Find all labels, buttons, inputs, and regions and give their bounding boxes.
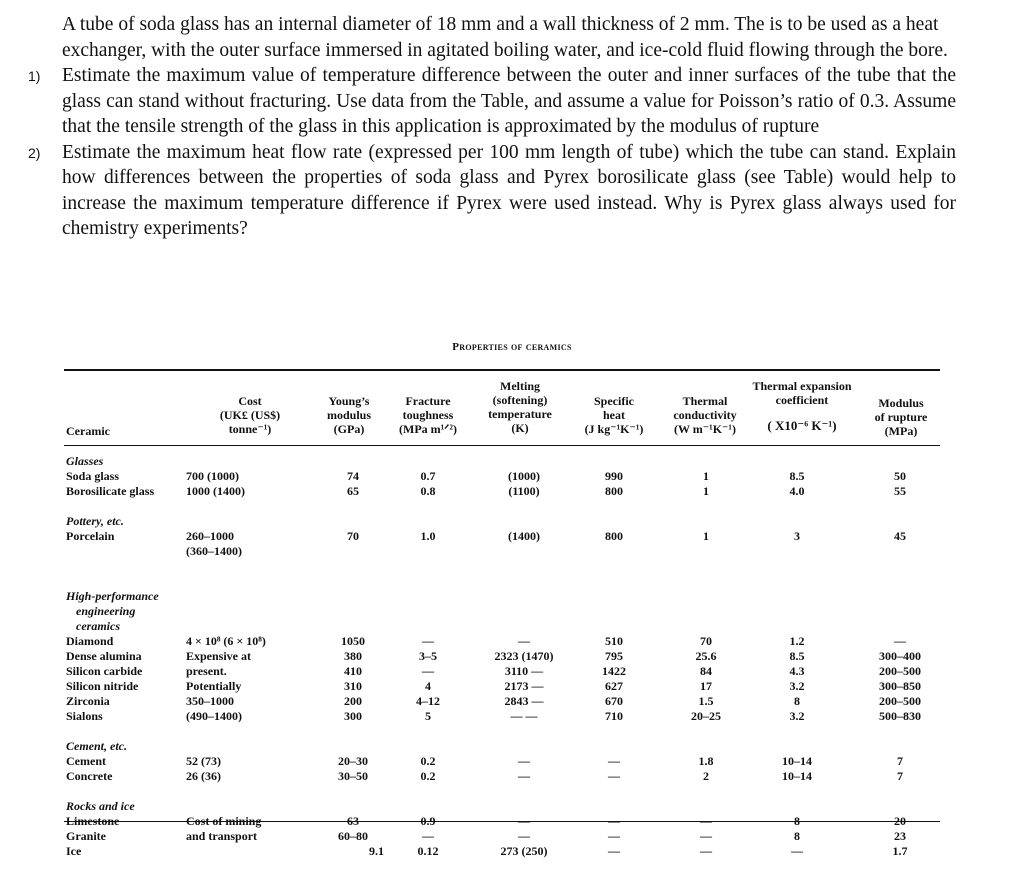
problem-statement	[28, 12, 956, 242]
row-granite: Granite	[66, 829, 106, 843]
category-cement: Cement, etc.	[66, 739, 127, 753]
category-pottery: Pottery, etc.	[66, 514, 124, 528]
row-cement: Cement	[66, 754, 106, 768]
table-title: Properties of ceramics	[452, 341, 572, 353]
column-ceramic: Glasses Soda glass Borosilicate glass Pottery, etc. Porcelain High-performance engineering ceramics Diamond Dense alumina Silicon carbide Silicon nitride Zirconia Sialons Cement, etc. Cement Concrete Rocks and ice Limestone Granite Ice	[66, 454, 186, 859]
question-1	[28, 63, 956, 140]
category-high-performance: High-performance	[66, 589, 159, 603]
question-2	[28, 140, 956, 242]
row-borosilicate-glass: Borosilicate glass	[66, 484, 155, 498]
column-modulus-of-rupture: 50 55 45 — 300–400 200–500 300–850 200–500 500–830 7 7 20 23 1.7	[879, 469, 921, 858]
header-thermal-conductivity: Thermal conductivity (W m⁻¹K⁻¹)	[673, 394, 737, 436]
row-concrete: Concrete	[66, 769, 113, 783]
row-sialons: Sialons	[66, 709, 103, 723]
row-silicon-nitride: Silicon nitride	[66, 679, 139, 693]
column-specific-heat: 990 800 800 510 795 1422 627 670 710 — — — — —	[602, 469, 626, 858]
header-thermal-expansion: Thermal expansion coefficient ( X10⁻⁶ K⁻¹)	[752, 379, 852, 433]
column-cost: 700 (1000) 1000 (1400) 260–1000 (360–1400) 4 × 10⁸ (6 × 10⁸) Expensive at present. Potentially 350–1000 (490–1400) 52 (73) 26 (36) Cost of mining and transport	[186, 469, 266, 843]
question-2-text: Estimate the maximum heat flow rate (expressed per 100 mm length of tube) which the tube can stand. Explain how differences between the properties of soda glass and Pyrex borosilicate glass (see Table) would help to increase the maximum temperature difference if Pyrex were used instead. Why is Pyrex glass always used for chemistry experiments?	[62, 141, 956, 239]
column-fracture-toughness: 0.7 0.8 1.0 — 3–5 — 4 4–12 5 0.2 0.2 0.9 — 0.12	[416, 469, 440, 858]
category-rocks-and-ice: Rocks and ice	[66, 799, 135, 813]
row-ice: Ice	[66, 844, 82, 858]
row-zirconia: Zirconia	[66, 694, 110, 708]
question-2-number: 2)	[28, 144, 41, 161]
column-youngs-modulus: 74 65 70 1050 380 410 310 200 300 20–30 30–50 63 60–80 9.1	[338, 469, 384, 858]
problem-intro: A tube of soda glass has an internal diameter of 18 mm and a wall thickness of 2 mm. The is to be used as a heat exchanger, with the outer surface immersed in agitated boiling water, and ice-cold fluid flowing through the bore.	[62, 14, 948, 61]
category-glasses: Glasses	[66, 454, 104, 468]
question-1-text: Estimate the maximum value of temperature difference between the outer and inner surfaces of the tube that the glass can stand without fracturing. Use data from the Table, and assume a value for Poisson’s ratio of 0.3. Assume that the tensile strength of the glass in this application is approximated by the modulus of rupture	[62, 65, 956, 137]
row-porcelain: Porcelain	[66, 529, 115, 543]
table-header-rule	[64, 445, 940, 446]
header-modulus-of-rupture: Modulus of rupture (MPa)	[874, 396, 928, 438]
row-diamond: Diamond	[66, 634, 114, 648]
column-melting-temperature: (1000) (1100) (1400) — 2323 (1470) 3110 — 2173 — 2843 — — — — — — — 273 (250)	[494, 469, 554, 858]
table-top-rule	[64, 369, 940, 371]
question-1-number: 1)	[28, 68, 41, 84]
row-soda-glass: Soda glass	[66, 469, 120, 483]
header-fracture-toughness: Fracture toughness (MPa m¹ᐟ²)	[399, 394, 457, 436]
column-thermal-expansion: 8.5 4.0 3 1.2 8.5 4.3 3.2 8 3.2 10–14 10–14 8 8 —	[782, 469, 812, 858]
header-cost: Cost (UK£ (US$) tonne⁻¹)	[219, 394, 281, 436]
row-silicon-carbide: Silicon carbide	[66, 664, 143, 678]
row-dense-alumina: Dense alumina	[66, 649, 142, 663]
header-specific-heat: Specific heat (J kg⁻¹K⁻¹)	[584, 394, 644, 436]
header-ceramic: Ceramic	[66, 424, 110, 438]
header-youngs-modulus: Young’s modulus (GPa)	[326, 394, 372, 436]
column-thermal-conductivity: 1 1 1 70 25.6 84 17 1.5 20–25 1.8 2 — — —	[691, 469, 721, 858]
row-limestone: Limestone	[66, 814, 120, 828]
header-melting-temperature: Melting (softening) temperature (K)	[488, 379, 552, 435]
